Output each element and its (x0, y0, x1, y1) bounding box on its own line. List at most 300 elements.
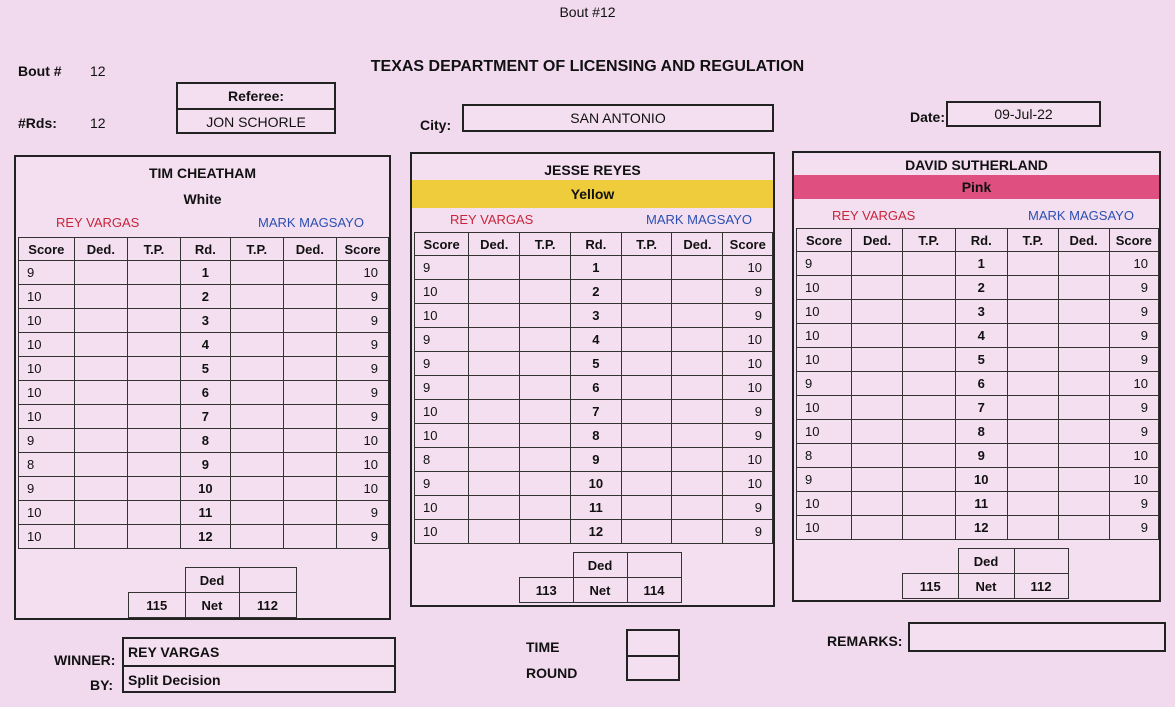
empty-cell (1008, 300, 1059, 324)
empty-cell (469, 448, 520, 472)
round-row (19, 405, 389, 429)
blue-fighter-name: MARK MAGSAYO (1028, 208, 1134, 223)
empty-cell (469, 424, 520, 448)
round-number-cell: 2 (955, 276, 1008, 300)
judge-panel-2 (410, 152, 775, 607)
empty-cell (903, 372, 955, 396)
empty-cell (1058, 444, 1109, 468)
empty-cell (1058, 396, 1109, 420)
time-label: TIME (526, 639, 560, 655)
column-header: Ded. (852, 229, 903, 252)
empty-cell (903, 516, 955, 540)
empty-cell (74, 453, 127, 477)
round-number-cell: 5 (955, 348, 1008, 372)
empty-cell (621, 280, 672, 304)
round-row (415, 472, 773, 496)
empty-cell (74, 477, 127, 501)
round-row (415, 304, 773, 328)
column-header: T.P. (520, 233, 571, 256)
blue-score-cell: 10 (337, 453, 389, 477)
red-score-cell: 8 (415, 448, 469, 472)
empty-cell (520, 400, 571, 424)
blue-score-cell: 10 (723, 328, 773, 352)
red-score-cell: 10 (19, 285, 75, 309)
empty-cell (128, 501, 181, 525)
round-number-cell: 11 (955, 492, 1008, 516)
empty-cell (283, 357, 336, 381)
empty-cell (283, 429, 336, 453)
red-score-cell: 8 (797, 444, 852, 468)
red-score-cell: 10 (415, 424, 469, 448)
empty-cell (230, 333, 283, 357)
empty-cell (128, 381, 181, 405)
red-score-cell: 9 (415, 352, 469, 376)
column-header: T.P. (230, 238, 283, 261)
round-row (797, 300, 1159, 324)
empty-cell (903, 420, 955, 444)
judge-name: TIM CHEATHAM (148, 165, 257, 181)
empty-cell (1008, 516, 1059, 540)
blue-score-cell: 10 (723, 376, 773, 400)
empty-cell (621, 448, 672, 472)
round-number-cell: 12 (955, 516, 1008, 540)
empty-cell (852, 468, 903, 492)
red-total: 115 (903, 574, 959, 599)
round-number-cell: 6 (955, 372, 1008, 396)
empty-cell (903, 549, 959, 574)
round-number-cell: 6 (180, 381, 230, 405)
date-value: 09-Jul-22 (946, 101, 1101, 127)
city-label: City: (420, 117, 452, 133)
referee-label: Referee: (178, 84, 334, 110)
round-number-cell: 4 (955, 324, 1008, 348)
empty-cell (903, 396, 955, 420)
round-number-cell: 7 (571, 400, 622, 424)
red-score-cell: 9 (797, 252, 852, 276)
blue-score-cell: 9 (337, 357, 389, 381)
totals-table (128, 567, 297, 618)
empty-cell (520, 424, 571, 448)
red-score-cell: 9 (415, 376, 469, 400)
red-score-cell: 10 (19, 357, 75, 381)
blue-score-cell: 9 (1109, 324, 1158, 348)
empty-cell (672, 496, 723, 520)
judge-panel-3 (792, 151, 1161, 602)
empty-cell (230, 525, 283, 549)
referee-box (176, 82, 336, 134)
red-score-cell: 9 (797, 468, 852, 492)
red-score-cell: 10 (19, 405, 75, 429)
round-number-cell: 7 (180, 405, 230, 429)
column-header: Rd. (571, 233, 622, 256)
blue-score-cell: 9 (1109, 516, 1158, 540)
empty-cell (128, 309, 181, 333)
empty-cell (852, 444, 903, 468)
round-number-cell: 10 (955, 468, 1008, 492)
empty-cell (230, 453, 283, 477)
red-score-cell: 9 (19, 477, 75, 501)
empty-cell (672, 448, 723, 472)
empty-cell (852, 324, 903, 348)
round-number-cell: 4 (571, 328, 622, 352)
red-score-cell: 10 (415, 400, 469, 424)
column-header: Ded. (1058, 229, 1109, 252)
red-score-cell: 9 (797, 372, 852, 396)
empty-cell (1058, 300, 1109, 324)
bout-value: 12 (90, 63, 106, 79)
empty-cell (1008, 276, 1059, 300)
red-score-cell: 10 (797, 300, 852, 324)
empty-cell (128, 333, 181, 357)
blue-score-cell: 9 (337, 285, 389, 309)
empty-cell (1058, 324, 1109, 348)
empty-cell (74, 309, 127, 333)
empty-cell (621, 376, 672, 400)
round-label: ROUND (526, 665, 578, 681)
empty-cell (621, 256, 672, 280)
scorecard-table (18, 237, 389, 549)
blue-score-cell: 10 (723, 352, 773, 376)
round-number-cell: 9 (571, 448, 622, 472)
scorecard-table (414, 232, 773, 544)
round-row (415, 448, 773, 472)
empty-cell (672, 280, 723, 304)
empty-cell (129, 568, 186, 593)
blue-score-cell: 10 (723, 448, 773, 472)
round-row (415, 496, 773, 520)
round-number-cell: 10 (180, 477, 230, 501)
empty-cell (903, 252, 955, 276)
empty-cell (1008, 348, 1059, 372)
scorecard-table (796, 228, 1159, 540)
round-row (797, 276, 1159, 300)
empty-cell (283, 453, 336, 477)
deduction-label: Ded (958, 549, 1014, 574)
round-number-cell: 7 (955, 396, 1008, 420)
referee-value: JON SCHORLE (206, 114, 306, 130)
remarks-field (908, 622, 1166, 652)
empty-cell (520, 496, 571, 520)
empty-cell (903, 348, 955, 372)
empty-cell (128, 477, 181, 501)
empty-cell (903, 444, 955, 468)
empty-cell (520, 520, 571, 544)
blue-score-cell: 9 (1109, 492, 1158, 516)
empty-cell (74, 285, 127, 309)
round-number-cell: 12 (180, 525, 230, 549)
empty-cell (469, 496, 520, 520)
empty-cell (283, 333, 336, 357)
empty-cell (852, 276, 903, 300)
blue-fighter-name: MARK MAGSAYO (258, 215, 364, 230)
round-number-cell: 8 (571, 424, 622, 448)
red-score-cell: 10 (797, 324, 852, 348)
by-label: BY: (90, 677, 114, 693)
empty-cell (672, 376, 723, 400)
empty-cell (672, 520, 723, 544)
empty-cell (230, 501, 283, 525)
empty-cell (520, 553, 574, 578)
form-title: TEXAS DEPARTMENT OF LICENSING AND REGULATION (370, 58, 805, 75)
empty-cell (1008, 324, 1059, 348)
empty-cell (852, 300, 903, 324)
empty-cell (1008, 420, 1059, 444)
empty-cell (128, 261, 181, 285)
time-round-box (626, 629, 680, 681)
round-number-cell: 1 (955, 252, 1008, 276)
blue-total: 114 (627, 578, 681, 603)
blue-score-cell: 9 (337, 501, 389, 525)
blue-score-cell: 9 (723, 400, 773, 424)
red-score-cell: 10 (797, 348, 852, 372)
round-number-cell: 11 (571, 496, 622, 520)
empty-cell (520, 256, 571, 280)
round-number-cell: 10 (571, 472, 622, 496)
empty-cell (230, 285, 283, 309)
empty-cell (621, 400, 672, 424)
column-header: T.P. (1008, 229, 1059, 252)
empty-cell (852, 516, 903, 540)
blue-total: 112 (239, 593, 296, 618)
empty-cell (74, 261, 127, 285)
empty-cell (852, 492, 903, 516)
column-header: Ded. (469, 233, 520, 256)
red-score-cell: 10 (797, 396, 852, 420)
empty-cell (1008, 492, 1059, 516)
empty-cell (1058, 492, 1109, 516)
net-label: Net (185, 593, 239, 618)
empty-cell (520, 352, 571, 376)
totals-table (902, 548, 1069, 599)
empty-cell (1058, 372, 1109, 396)
deduction-label: Ded (573, 553, 627, 578)
empty-cell (230, 357, 283, 381)
empty-cell (128, 357, 181, 381)
round-row (797, 372, 1159, 396)
empty-cell (621, 352, 672, 376)
empty-cell (621, 520, 672, 544)
winner-value: REY VARGAS (124, 639, 394, 667)
empty-cell (283, 285, 336, 309)
empty-cell (903, 492, 955, 516)
round-number-cell: 6 (571, 376, 622, 400)
empty-cell (230, 261, 283, 285)
red-score-cell: 10 (19, 501, 75, 525)
column-header: T.P. (903, 229, 955, 252)
column-header: T.P. (128, 238, 181, 261)
bout-top-label: Bout #12 (559, 4, 616, 20)
empty-cell (852, 372, 903, 396)
round-number-cell: 1 (180, 261, 230, 285)
empty-cell (520, 304, 571, 328)
empty-cell (128, 285, 181, 309)
round-number-cell: 5 (571, 352, 622, 376)
empty-cell (128, 453, 181, 477)
empty-cell (672, 472, 723, 496)
red-score-cell: 8 (19, 453, 75, 477)
red-fighter-name: REY VARGAS (450, 212, 534, 227)
blue-score-cell: 10 (1109, 444, 1158, 468)
round-number-cell: 2 (180, 285, 230, 309)
winner-box (122, 637, 396, 693)
round-row (415, 376, 773, 400)
empty-cell (469, 280, 520, 304)
round-row (415, 400, 773, 424)
blue-score-cell: 9 (723, 520, 773, 544)
red-score-cell: 10 (797, 492, 852, 516)
empty-cell (621, 496, 672, 520)
round-row (19, 333, 389, 357)
round-row (19, 501, 389, 525)
round-row (19, 477, 389, 501)
round-number-cell: 5 (180, 357, 230, 381)
blue-score-cell: 9 (337, 333, 389, 357)
red-score-cell: 10 (797, 420, 852, 444)
blue-score-cell: 9 (723, 424, 773, 448)
round-row (19, 429, 389, 453)
blue-score-cell: 10 (723, 472, 773, 496)
empty-cell (1058, 516, 1109, 540)
empty-cell (128, 525, 181, 549)
empty-cell (74, 429, 127, 453)
empty-cell (469, 400, 520, 424)
column-header: Rd. (955, 229, 1008, 252)
empty-cell (128, 405, 181, 429)
round-row (19, 285, 389, 309)
red-score-cell: 10 (797, 276, 852, 300)
column-header: Score (797, 229, 852, 252)
round-row (415, 352, 773, 376)
round-row (415, 256, 773, 280)
round-row (19, 357, 389, 381)
empty-cell (1058, 348, 1109, 372)
corner-color-band: White (16, 187, 389, 211)
blue-total: 112 (1014, 574, 1068, 599)
blue-score-cell: 10 (723, 256, 773, 280)
blue-score-cell: 9 (1109, 300, 1158, 324)
round-number-cell: 9 (955, 444, 1008, 468)
red-score-cell: 10 (797, 516, 852, 540)
decision-value: Split Decision (128, 672, 221, 688)
totals-table (519, 552, 682, 603)
round-number-cell: 11 (180, 501, 230, 525)
round-row (415, 424, 773, 448)
round-row (797, 420, 1159, 444)
corner-color-band: Yellow (412, 180, 773, 208)
blue-score-cell: 9 (337, 381, 389, 405)
red-score-cell: 10 (19, 309, 75, 333)
empty-cell (1058, 252, 1109, 276)
empty-cell (469, 376, 520, 400)
empty-cell (672, 400, 723, 424)
empty-cell (283, 405, 336, 429)
empty-cell (283, 501, 336, 525)
round-row (415, 520, 773, 544)
empty-cell (1008, 252, 1059, 276)
time-field (628, 631, 678, 657)
blue-score-cell: 9 (337, 309, 389, 333)
empty-cell (1008, 372, 1059, 396)
column-header: Score (415, 233, 469, 256)
blue-score-cell: 10 (1109, 468, 1158, 492)
red-total: 113 (520, 578, 574, 603)
empty-cell (1058, 420, 1109, 444)
judge-panel-1 (14, 155, 391, 620)
judge-name: JESSE REYES (544, 162, 641, 178)
empty-cell (520, 472, 571, 496)
round-row (797, 468, 1159, 492)
winner-label: WINNER: (54, 652, 116, 668)
round-row (797, 396, 1159, 420)
round-number-cell: 3 (955, 300, 1008, 324)
red-fighter-name: REY VARGAS (56, 215, 140, 230)
rounds-label: #Rds: (18, 115, 57, 131)
corner-color-band: Pink (794, 175, 1159, 199)
round-number-cell: 1 (571, 256, 622, 280)
empty-cell (672, 256, 723, 280)
red-score-cell: 10 (415, 280, 469, 304)
empty-cell (230, 477, 283, 501)
empty-cell (852, 252, 903, 276)
round-number-cell: 3 (571, 304, 622, 328)
city-value: SAN ANTONIO (462, 104, 774, 132)
round-number-cell: 9 (180, 453, 230, 477)
red-score-cell: 9 (19, 261, 75, 285)
red-score-cell: 10 (415, 520, 469, 544)
deduction-label: Ded (185, 568, 239, 593)
empty-cell (469, 256, 520, 280)
empty-cell (903, 324, 955, 348)
empty-cell (230, 381, 283, 405)
empty-cell (283, 309, 336, 333)
empty-cell (128, 429, 181, 453)
empty-cell (520, 448, 571, 472)
empty-cell (1008, 468, 1059, 492)
empty-cell (469, 472, 520, 496)
empty-cell (903, 300, 955, 324)
empty-cell (672, 352, 723, 376)
red-score-cell: 9 (415, 472, 469, 496)
empty-cell (903, 468, 955, 492)
empty-cell (74, 333, 127, 357)
empty-cell (520, 280, 571, 304)
red-score-cell: 9 (415, 328, 469, 352)
empty-cell (621, 424, 672, 448)
empty-cell (230, 309, 283, 333)
blue-score-cell: 10 (337, 477, 389, 501)
empty-cell (239, 568, 296, 593)
net-label: Net (573, 578, 627, 603)
net-label: Net (958, 574, 1014, 599)
empty-cell (283, 381, 336, 405)
empty-cell (852, 420, 903, 444)
date-label: Date: (910, 109, 946, 125)
red-score-cell: 9 (19, 429, 75, 453)
blue-score-cell: 9 (337, 405, 389, 429)
round-number-cell: 8 (955, 420, 1008, 444)
empty-cell (627, 553, 681, 578)
empty-cell (1058, 468, 1109, 492)
round-row (797, 324, 1159, 348)
rounds-value: 12 (90, 115, 106, 131)
empty-cell (852, 348, 903, 372)
round-row (797, 252, 1159, 276)
remarks-label: REMARKS: (827, 633, 903, 649)
empty-cell (74, 357, 127, 381)
empty-cell (621, 304, 672, 328)
blue-score-cell: 10 (337, 261, 389, 285)
blue-fighter-name: MARK MAGSAYO (646, 212, 752, 227)
